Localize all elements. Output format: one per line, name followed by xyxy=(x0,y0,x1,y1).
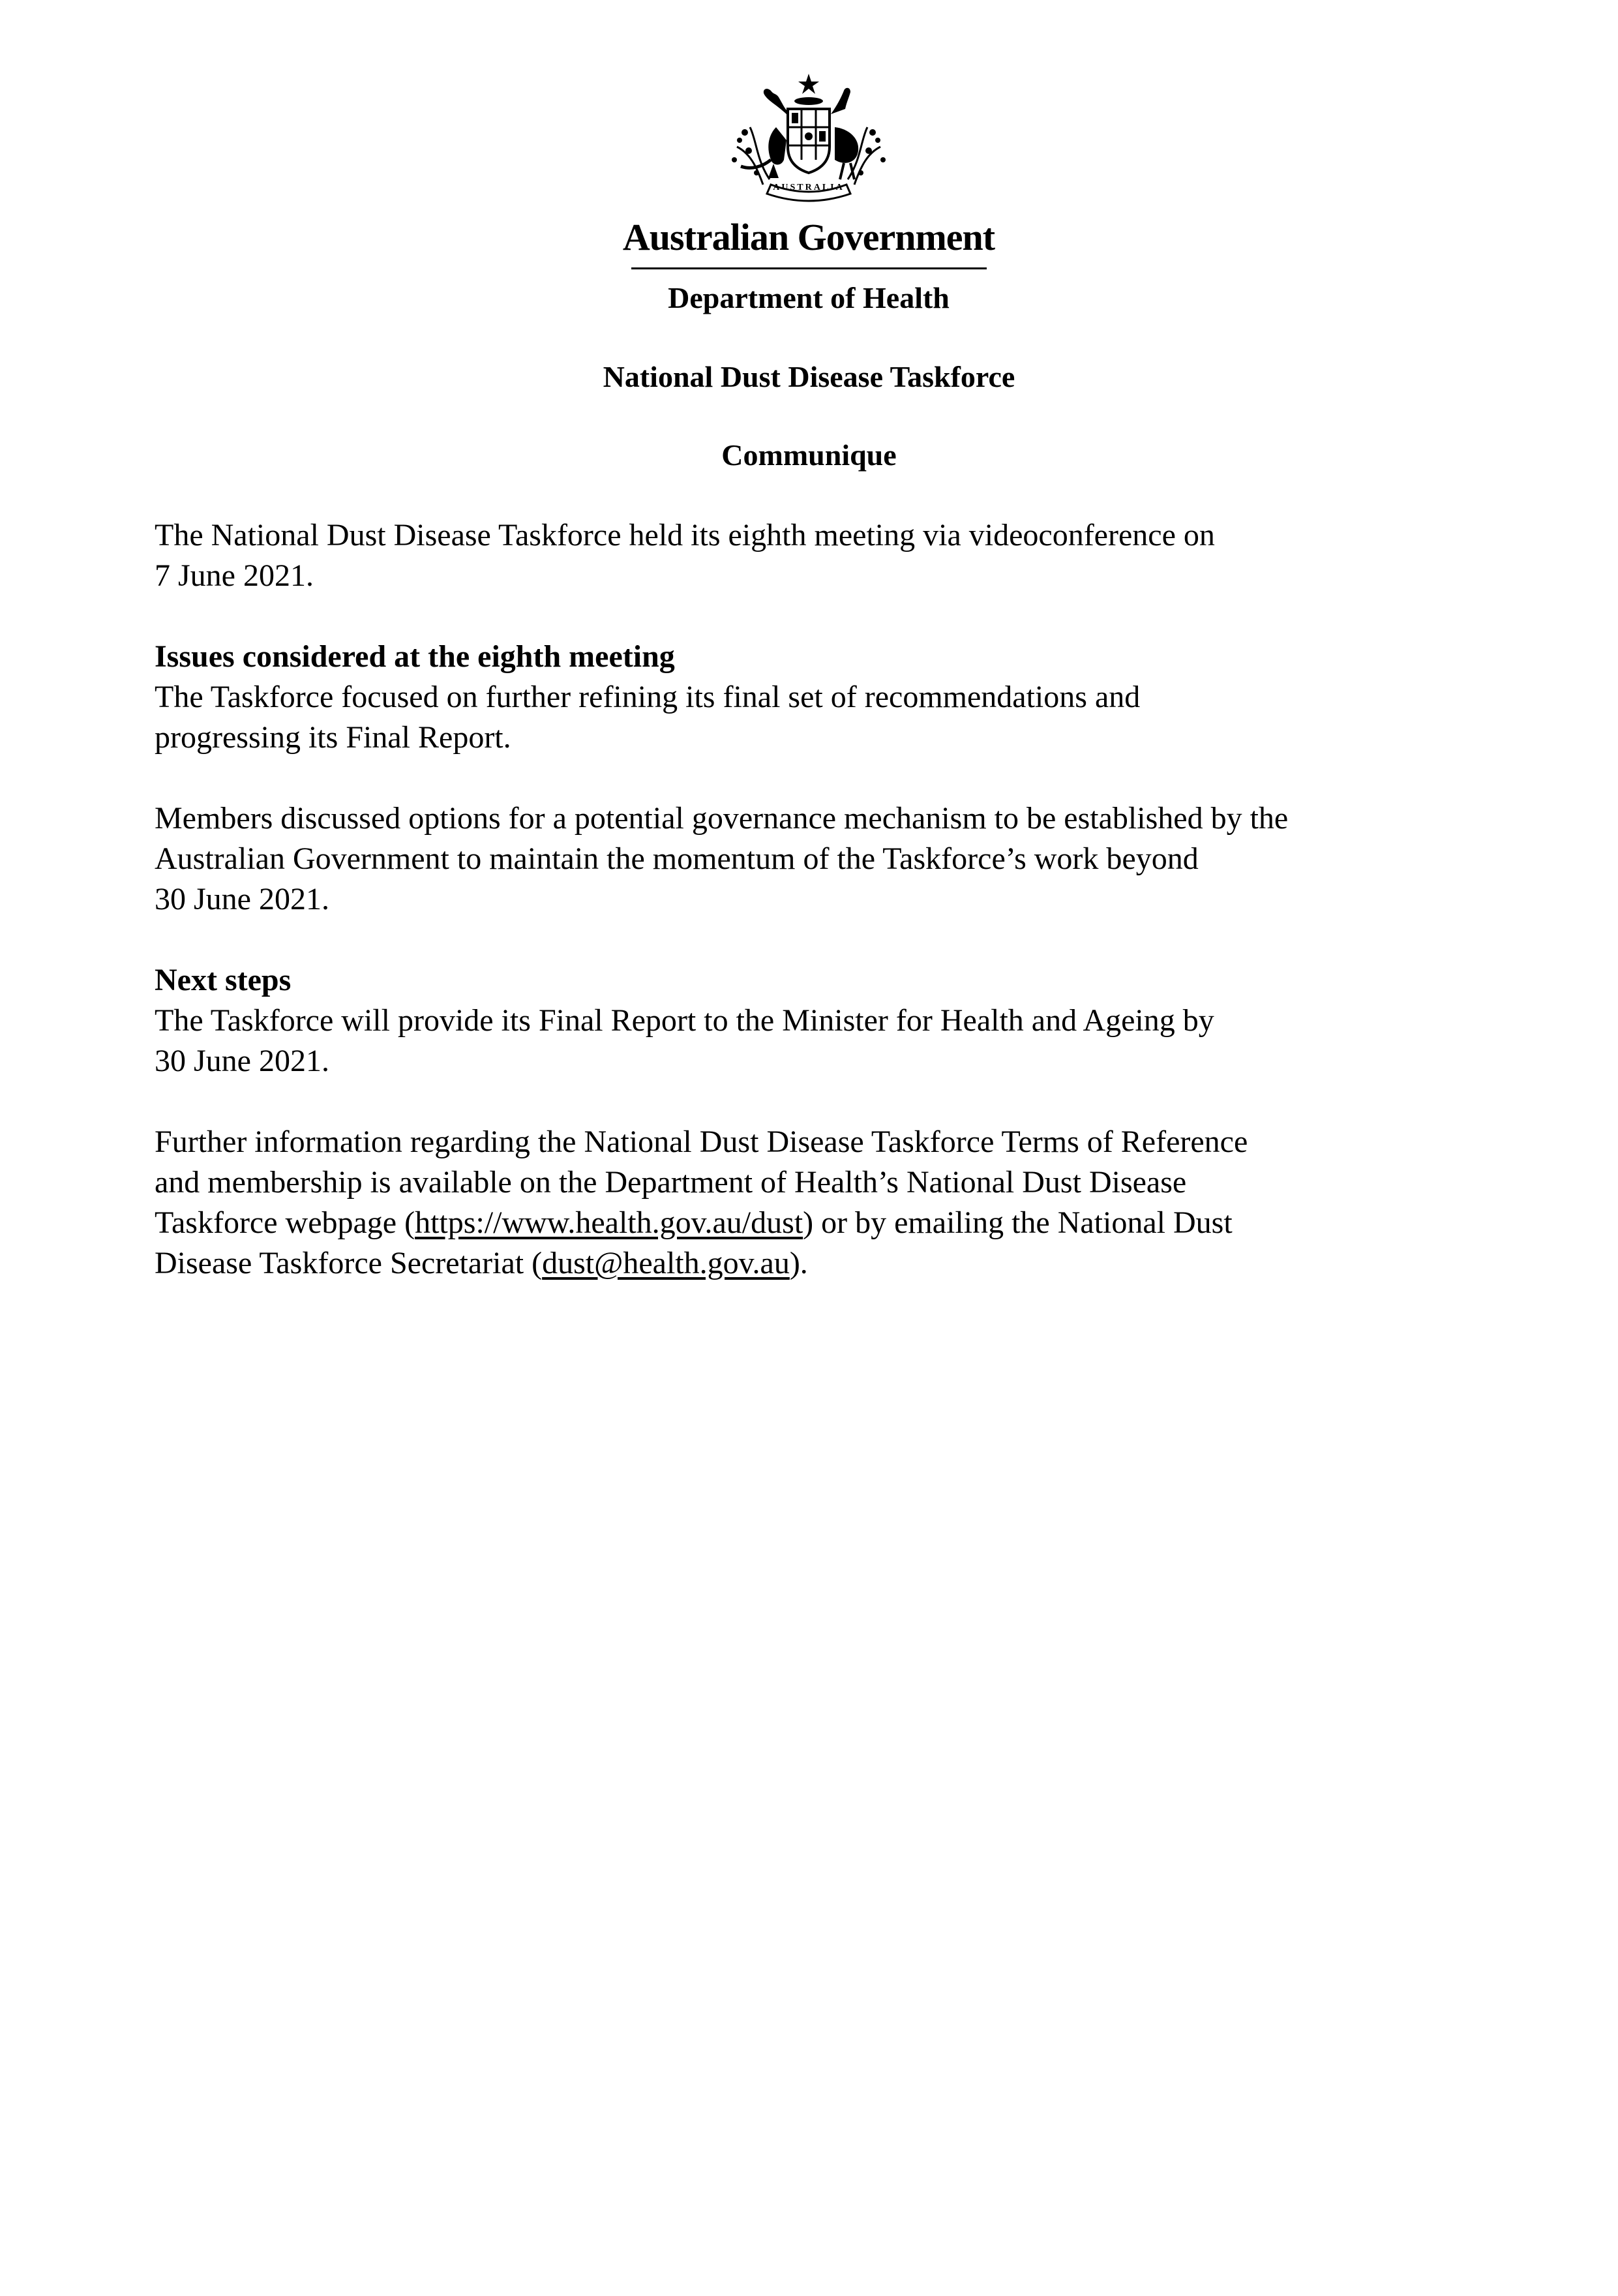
text-line: Australian Government to maintain the momentum of the Taskforce’s work beyond xyxy=(155,841,1199,876)
department-name: Department of Health xyxy=(668,281,950,314)
branding-divider xyxy=(631,267,987,269)
text-line: The Taskforce will provide its Final Report to the Minister for Health and Ageing by xyxy=(155,1003,1214,1038)
text-line: progressing its Final Report. xyxy=(155,720,511,755)
text-line: 7 June 2021. xyxy=(155,558,314,593)
secretariat-email-link[interactable]: dust@health.gov.au xyxy=(542,1246,790,1280)
text-fragment: ). xyxy=(789,1246,808,1280)
text-line: 30 June 2021. xyxy=(155,882,329,916)
further-info-paragraph xyxy=(155,1122,1491,1284)
crest-motto: AUSTRALIA xyxy=(773,183,845,192)
text-fragment: Disease Taskforce Secretariat ( xyxy=(155,1246,543,1280)
text-line: Members discussed options for a potential governance mechanism to be established by the xyxy=(155,801,1289,836)
text-line xyxy=(155,1243,1491,1284)
text-fragment: ) or by emailing the National Dust xyxy=(803,1205,1233,1240)
taskforce-webpage-link[interactable]: https://www.health.gov.au/dust xyxy=(415,1205,803,1240)
government-branding xyxy=(613,215,1004,316)
document-title: National Dust Disease Taskforce xyxy=(603,360,1015,393)
section-heading: Issues considered at the eighth meeting xyxy=(155,639,675,674)
section-heading: Next steps xyxy=(155,963,292,997)
government-name: Australian Government xyxy=(622,216,995,258)
text-line: The National Dust Disease Taskforce held its eighth meeting via videoconference on xyxy=(155,518,1215,552)
text-line: and membership is available on the Department of Health’s National Dust Disease xyxy=(155,1165,1187,1200)
document-subtitle: Communique xyxy=(721,438,897,472)
document-body xyxy=(155,515,1491,1324)
text-line: Further information regarding the National Dust Disease Taskforce Terms of Reference xyxy=(155,1125,1248,1159)
text-line xyxy=(155,1203,1491,1243)
issues-section xyxy=(155,637,1491,758)
text-line: The Taskforce focused on further refining its final set of recommendations and xyxy=(155,680,1141,714)
governance-paragraph xyxy=(155,798,1491,920)
next-steps-section xyxy=(155,960,1491,1081)
intro-paragraph xyxy=(155,515,1491,596)
text-fragment: Taskforce webpage ( xyxy=(155,1205,415,1240)
text-line: 30 June 2021. xyxy=(155,1044,329,1078)
